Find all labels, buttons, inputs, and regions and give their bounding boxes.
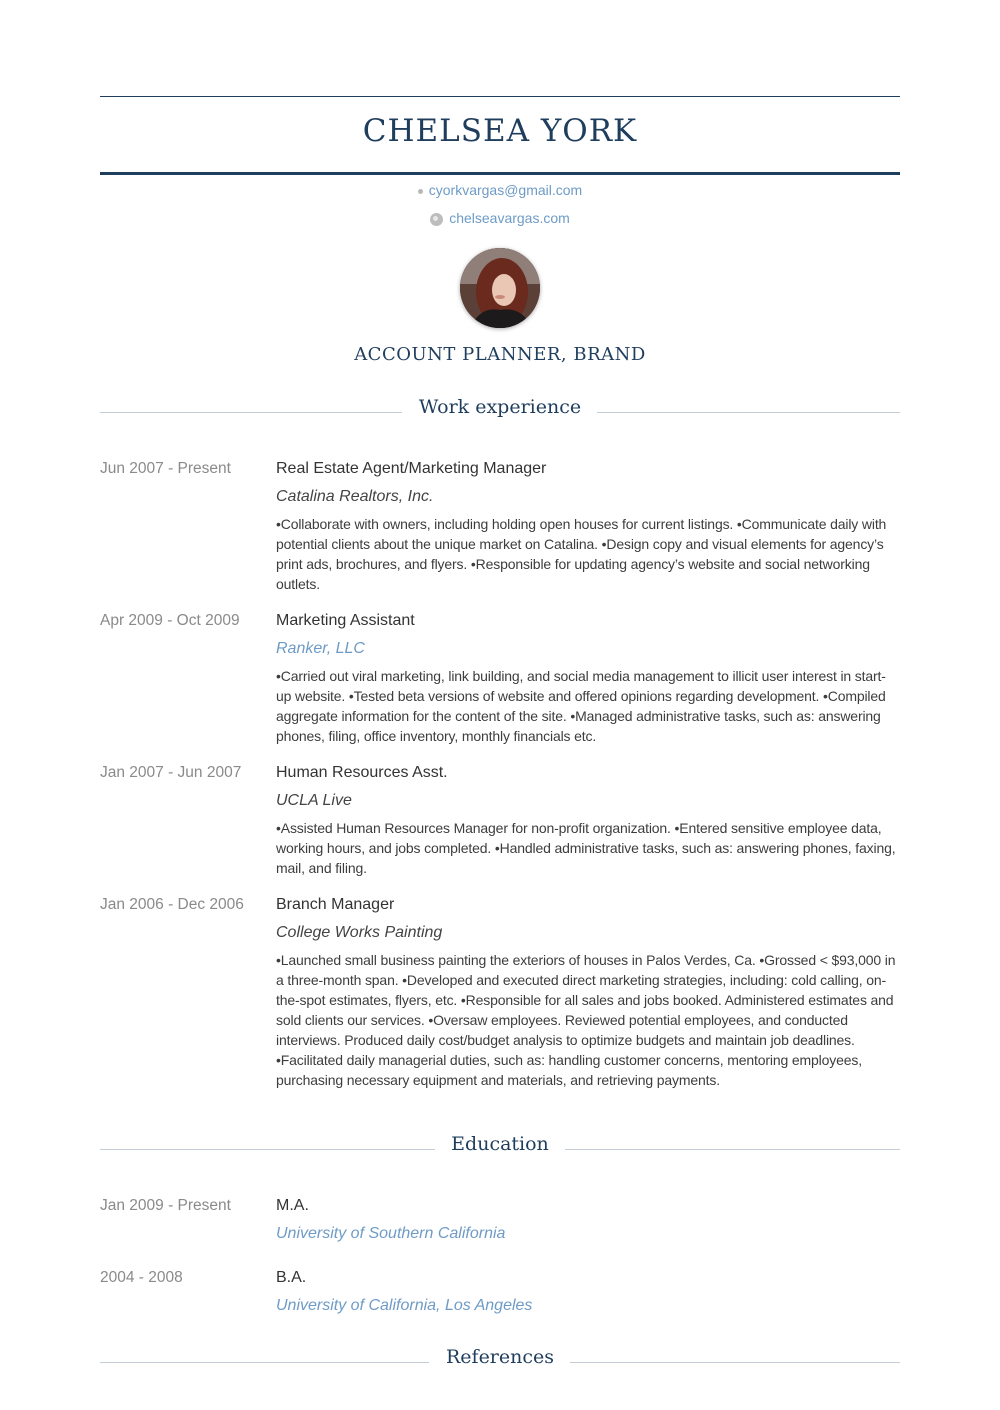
entry-date: Jan 2006 - Dec 2006 [100, 896, 244, 913]
section-title: Work experience [418, 396, 582, 418]
work-experience-heading [100, 396, 900, 426]
website-link[interactable]: chelseavargas.com [449, 210, 570, 226]
entry-company-link[interactable]: Ranker, LLC [276, 640, 365, 657]
avatar [460, 248, 540, 328]
avatar-photo [460, 248, 540, 328]
entry-date: Jan 2009 - Present [100, 1197, 231, 1214]
top-rule [100, 96, 900, 97]
entry-date: Apr 2009 - Oct 2009 [100, 612, 240, 629]
entry-date: Jun 2007 - Present [100, 460, 231, 477]
entry-date: 2004 - 2008 [100, 1269, 183, 1286]
resume-page [100, 0, 900, 1410]
candidate-name: CHELSEA YORK [362, 113, 638, 149]
entry-description: •Collaborate with owners, including holding open houses for current listings. •Communicate daily with potential clients about the unique market on Catalina. •Design copy and visual elements for agency’s print ads, brochures, and flyers. •Responsible for updating agency’s website and social networking outlets. [276, 516, 887, 592]
entry-school-link[interactable]: University of Southern California [276, 1225, 506, 1242]
bullet-icon [418, 189, 423, 194]
entry-company: College Works Painting [276, 924, 443, 941]
education-heading [100, 1133, 900, 1163]
job-title: ACCOUNT PLANNER, BRAND [354, 344, 646, 365]
entry-degree: B.A. [276, 1269, 307, 1286]
email-link[interactable]: cyorkvargas@gmail.com [428, 182, 583, 198]
name-rule [100, 172, 900, 175]
entry-description: •Launched small business painting the exteriors of houses in Palos Verdes, Ca. •Grossed < $93,000 in a three-month span. •Developed and executed direct marketing strategies, including: cold calling, on-the-spot estimates, flyers, etc. •Responsible for all sales and jobs booked. Administered estimates and sold clients our services. •Oversaw employees. Reviewed potential employees, and conducted interviews. Produced daily cost/budget analysis to optimize budgets and maintain job deadlines. •Facilitated daily managerial duties, such as: handling customer concerns, mentoring employees, purchasing necessary equipment and materials, and retrieving payments. [276, 952, 896, 1088]
entry-description: •Carried out viral marketing, link building, and social media management to illicit user interest in start-up website. •Tested beta versions of website and offered opinions regarding development. •Compiled aggregate information for the content of the site. •Managed administrative tasks, such as: answering phones, filing, office inventory, monthly financials etc. [276, 668, 886, 744]
entry-company: UCLA Live [276, 792, 352, 809]
entry-role: Branch Manager [276, 896, 395, 913]
entry-role: Marketing Assistant [276, 612, 415, 629]
entry-description: •Assisted Human Resources Manager for non-profit organization. •Entered sensitive employee data, working hours, and jobs completed. •Handled administrative tasks, such as: answering phones, faxing, mail, and filing. [276, 820, 896, 876]
entry-role: Real Estate Agent/Marketing Manager [276, 460, 547, 477]
entry-school-link[interactable]: University of California, Los Angeles [276, 1297, 533, 1314]
website-contact[interactable] [100, 210, 900, 226]
section-title: References [445, 1346, 555, 1368]
section-title: Education [451, 1133, 549, 1155]
references-heading [100, 1346, 900, 1376]
entry-company: Catalina Realtors, Inc. [276, 488, 434, 505]
entry-date: Jan 2007 - Jun 2007 [100, 764, 242, 781]
entry-degree: M.A. [276, 1197, 309, 1214]
globe-icon [430, 213, 443, 226]
entry-role: Human Resources Asst. [276, 764, 448, 781]
email-contact[interactable] [100, 182, 900, 198]
